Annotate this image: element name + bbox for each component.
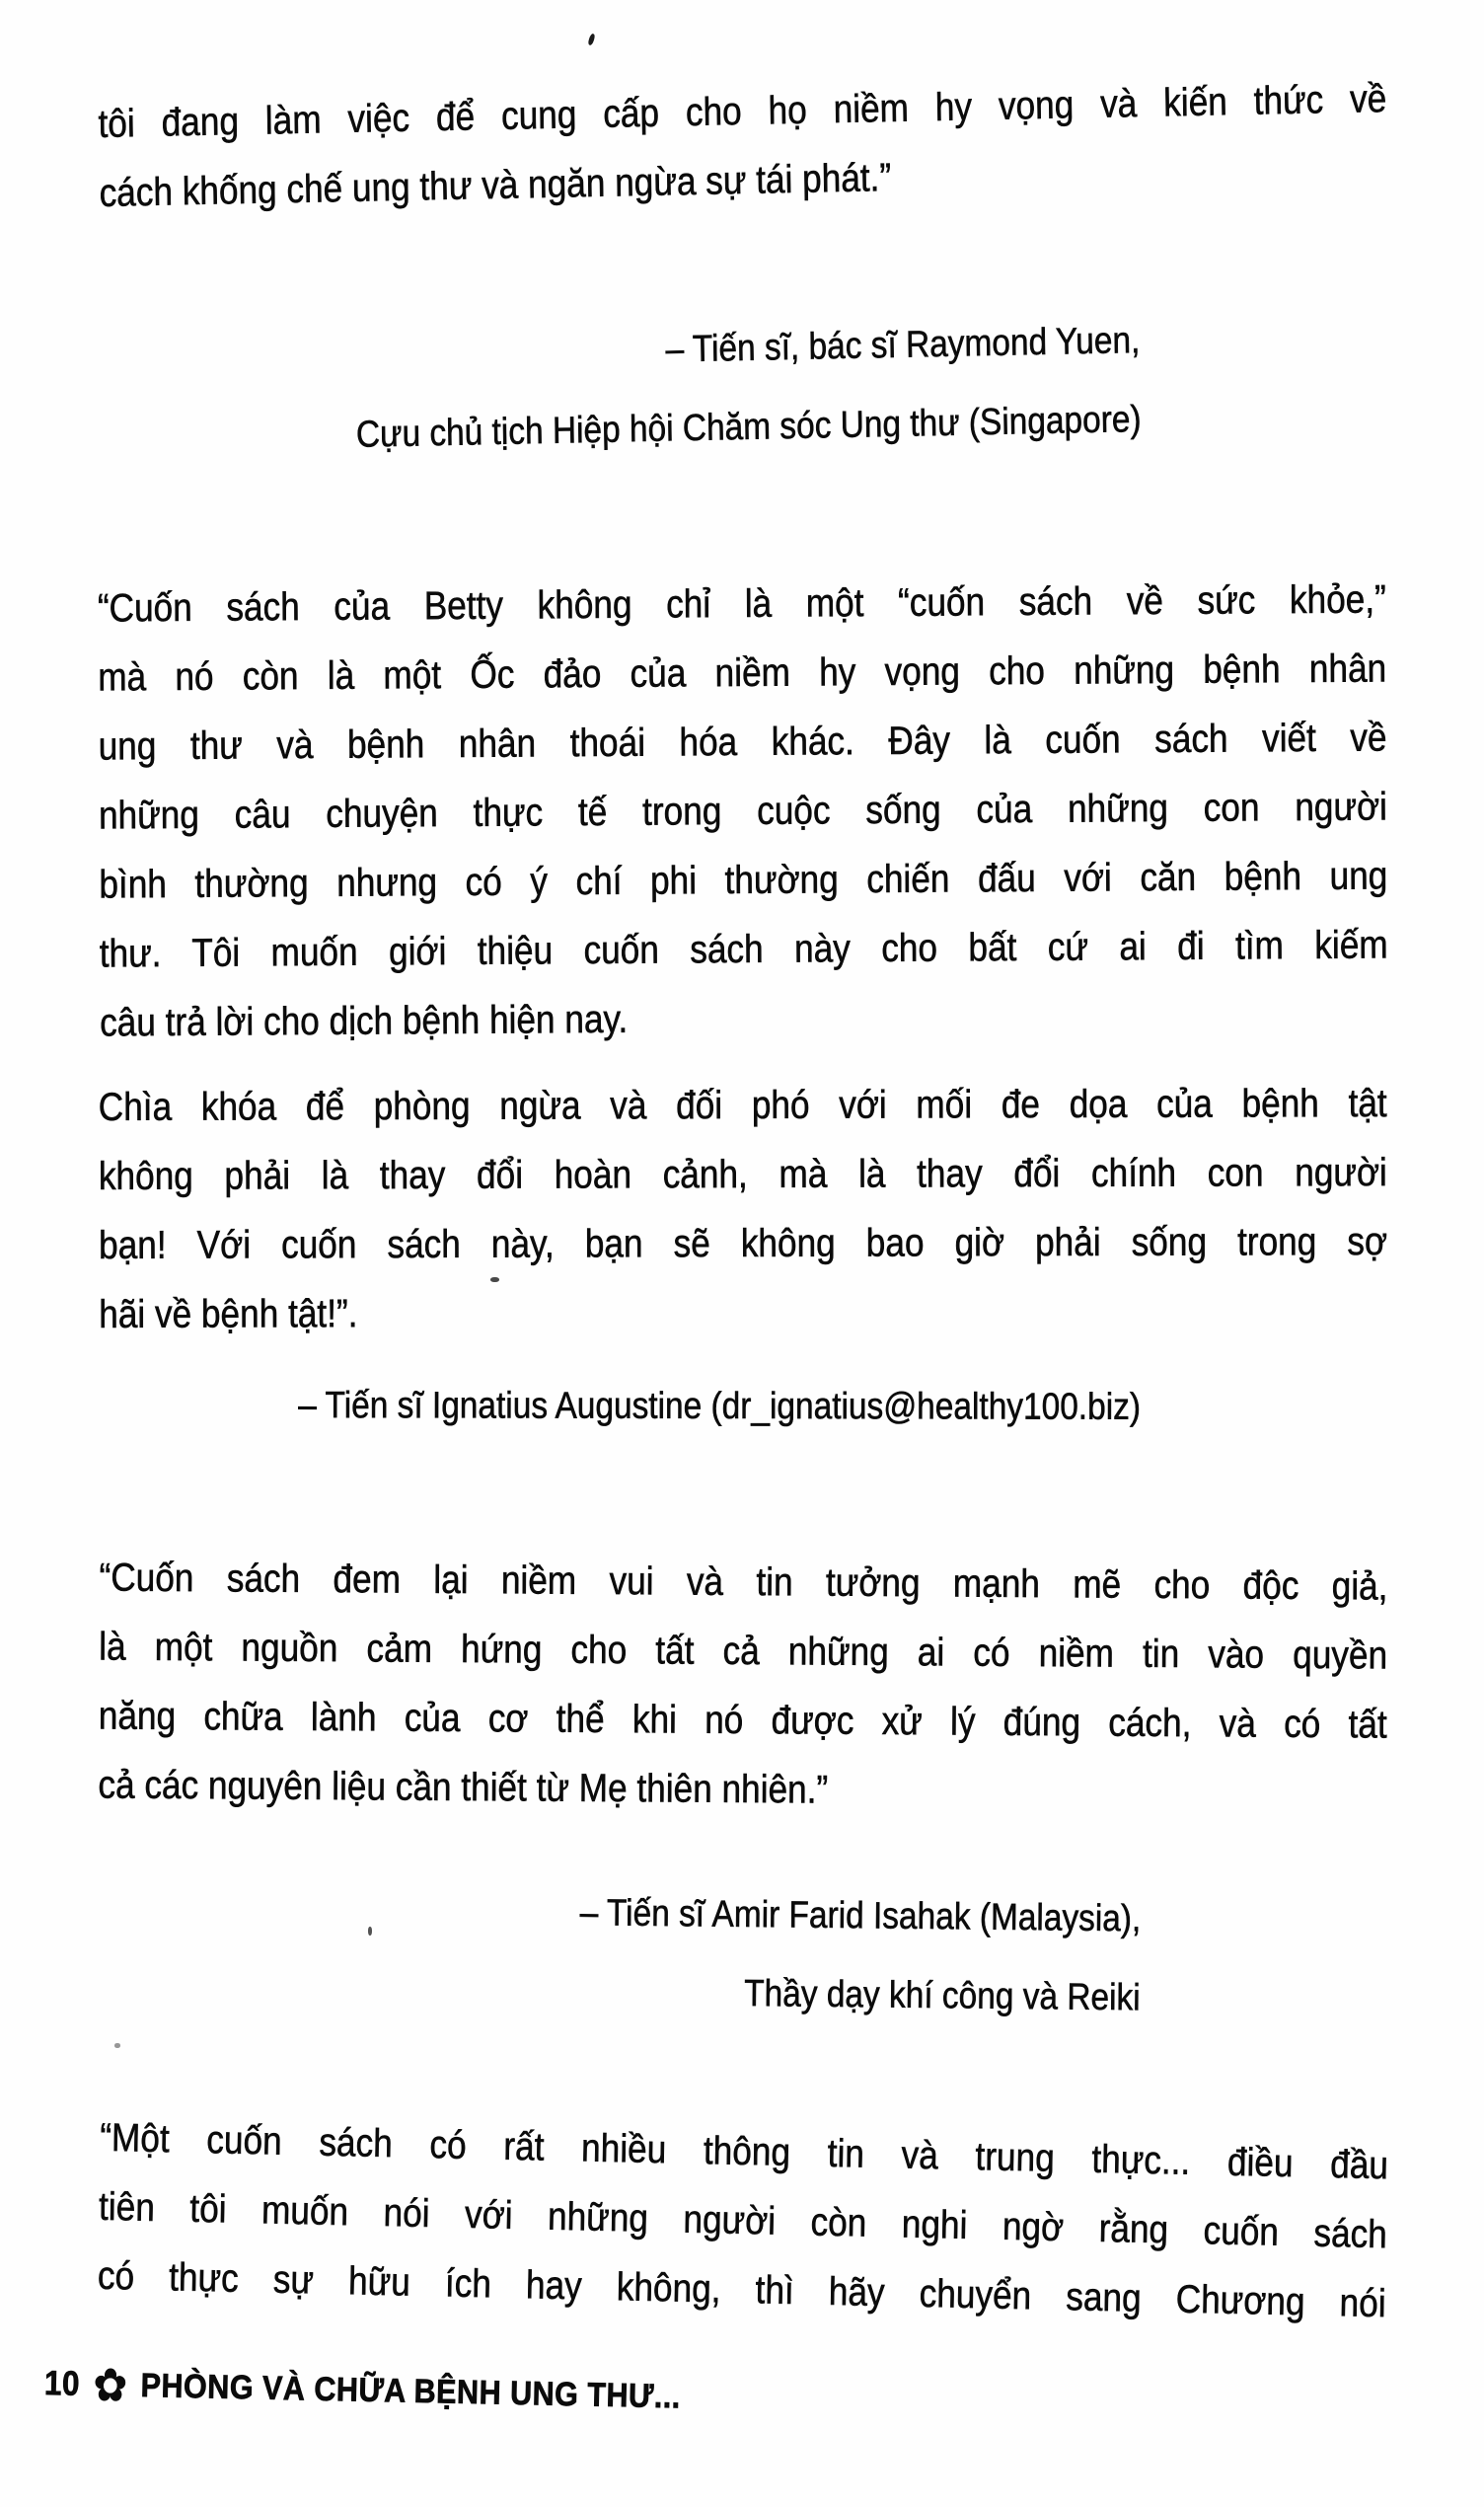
text-line: có thực sự hữu ích hay không, thì hãy chuyển sang Chương nói — [97, 2253, 1386, 2326]
scan-artifact — [368, 1927, 372, 1936]
text-line: Chìa khóa để phòng ngừa và đối phó với mối đe dọa của bệnh tật — [98, 1082, 1387, 1129]
text-line: Cựu chủ tịch Hiệp hội Chăm sóc Ung thư (Singapore) — [355, 399, 1142, 456]
quote-paragraph — [98, 1543, 1387, 1828]
footer-book-title: PHÒNG VÀ CHỮA BỆNH UNG THƯ... — [140, 2366, 682, 2416]
text-line: hãi về bệnh tật!”. — [99, 1292, 358, 1336]
quote-paragraph — [97, 2103, 1388, 2338]
text-line: “Một cuốn sách có rất nhiều thông tin và trung thực... điều đầu — [99, 2115, 1389, 2188]
page-number: 10 — [43, 2364, 81, 2403]
flower-ornament-icon: ✿ — [92, 2358, 128, 2412]
quote-paragraph — [98, 64, 1388, 228]
text-line: không phải là thay đổi hoàn cảnh, mà là thay đổi chính con người — [98, 1151, 1387, 1198]
text-line: – Tiến sĩ Amir Farid Isahak (Malaysia), — [579, 1892, 1142, 1940]
text-line: thư. Tôi muốn giới thiệu cuốn sách này cho bất cứ ai đi tìm kiếm — [99, 923, 1388, 976]
text-line: những câu chuyện thực tế trong cuộc sống của những con người — [98, 785, 1388, 838]
content — [99, 77, 1387, 2324]
text-line: Thầy dạy khí công và Reiki — [743, 1973, 1141, 2019]
text-line: năng chữa lành của cơ thể khi nó được xử lý đúng cách, và có tất — [98, 1694, 1387, 1747]
text-line: cách khống chế ung thư và ngăn ngừa sự tái phát.” — [99, 156, 892, 215]
scan-artifact — [114, 2043, 120, 2048]
text-line: là một nguồn cảm hứng cho tất cả những ai có niềm tin vào quyền — [99, 1625, 1388, 1678]
text-line: bạn! Với cuốn sách này, bạn sẽ không bao giờ phải sống trong sợ — [99, 1220, 1388, 1267]
quote-paragraph — [99, 1069, 1388, 1349]
attribution — [98, 1868, 1387, 2040]
attribution — [99, 1366, 1387, 1448]
text-line: cả các nguyên liệu cần thiết từ Mẹ thiên nhiên.” — [98, 1763, 829, 1812]
text-line: – Tiến sĩ Ignatius Augustine (dr_ignatius@healthy100.biz) — [298, 1385, 1142, 1428]
text-line: “Cuốn sách đem lại niềm vui và tin tưởng mạnh mẽ cho độc giả, — [99, 1556, 1388, 1609]
quote-paragraph — [98, 565, 1389, 1057]
scan-artifact — [490, 1277, 499, 1282]
attribution — [98, 296, 1388, 480]
text-line: tiên tôi muốn nói với những người còn nghi ngờ rằng cuốn sách — [98, 2184, 1388, 2257]
text-line: bình thường nhưng có ý chí phi thường chiến đấu với căn bệnh ung — [99, 854, 1388, 907]
text-line: – Tiến sĩ, bác sĩ Raymond Yuen, — [665, 320, 1141, 371]
text-line: “Cuốn sách của Betty không chỉ là một “cuốn sách về sức khỏe,” — [97, 577, 1386, 631]
text-line: câu trả lời cho dịch bệnh hiện nay. — [100, 997, 629, 1045]
text-line: tôi đang làm việc để cung cấp cho họ niềm hy vọng và kiến thức về — [98, 77, 1387, 146]
text-line: ung thư và bệnh nhân thoái hóa khác. Đây là cuốn sách viết về — [98, 716, 1387, 769]
page-footer — [43, 2358, 682, 2419]
text-line: mà nó còn là một Ốc đảo của niềm hy vọng cho những bệnh nhân — [98, 646, 1387, 700]
scan-artifact — [587, 34, 595, 46]
